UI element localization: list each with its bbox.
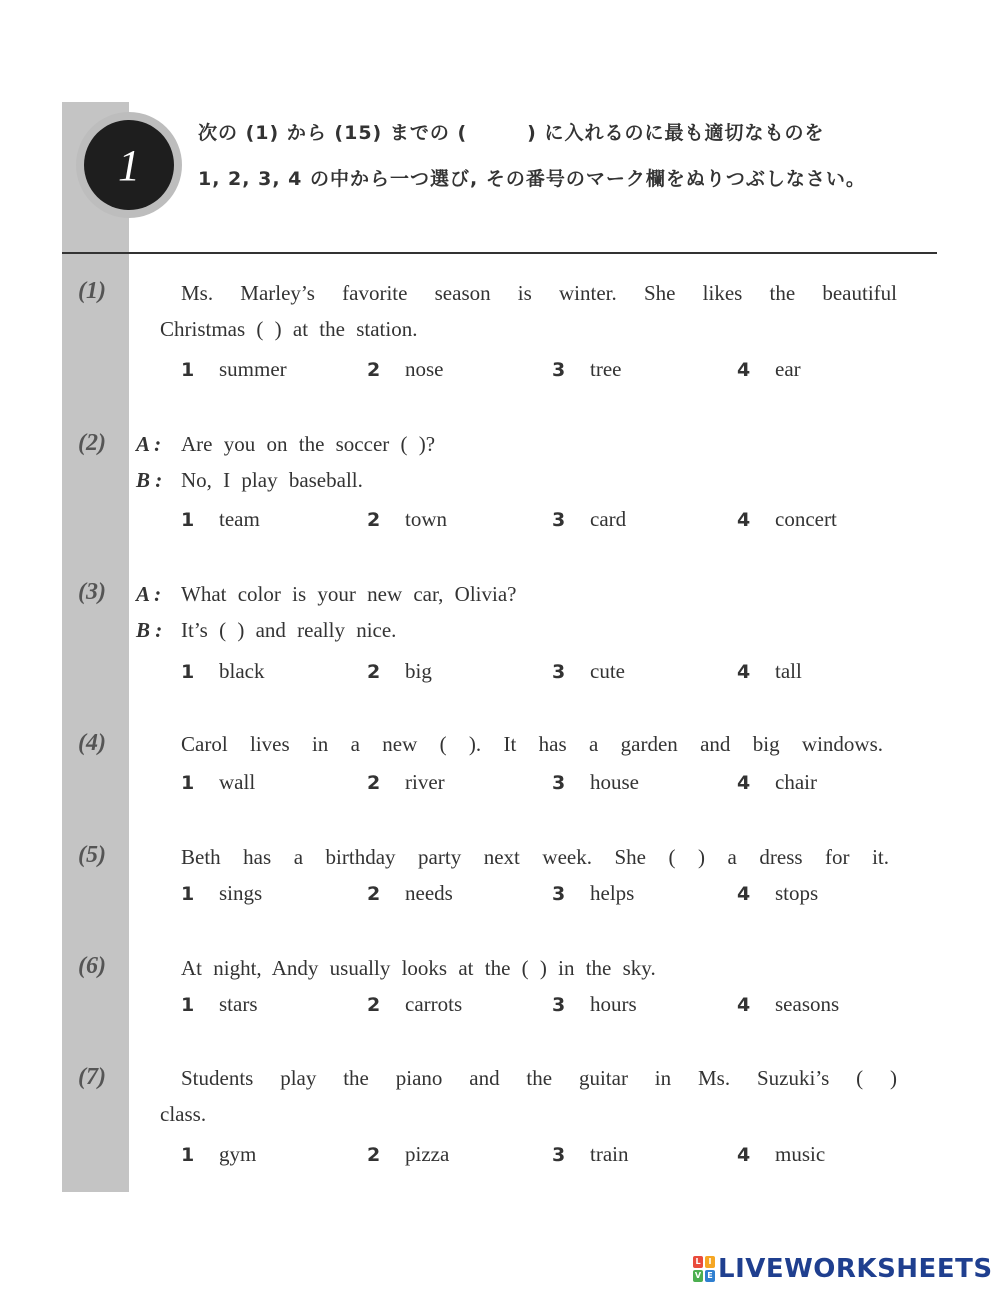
- option-label: concert: [775, 507, 837, 531]
- option-number: 1: [181, 994, 195, 1016]
- question-number: (4): [78, 730, 106, 756]
- option-label: needs: [405, 881, 453, 905]
- option-label: stops: [775, 881, 819, 905]
- left-sidebar-bar: [62, 102, 129, 1192]
- speaker-label: B :: [136, 618, 163, 642]
- option-label: card: [590, 507, 627, 531]
- answer-option-1[interactable]: [181, 770, 255, 795]
- question-text-line: Beth has a birthday party next week. She ( ) a dress for it.: [181, 845, 889, 869]
- answer-option-2[interactable]: [367, 1142, 449, 1167]
- answer-option-4[interactable]: [737, 507, 837, 532]
- option-label: nose: [405, 357, 444, 381]
- option-number: 4: [737, 359, 751, 381]
- answer-option-1[interactable]: [181, 507, 260, 532]
- option-number: 2: [367, 661, 381, 683]
- option-number: 3: [552, 883, 566, 905]
- option-number: 2: [367, 509, 381, 531]
- liveworksheets-logo[interactable]: [693, 1254, 993, 1284]
- option-number: 1: [181, 772, 195, 794]
- answer-option-4[interactable]: [737, 357, 801, 382]
- option-label: seasons: [775, 992, 840, 1016]
- logo-mark-letter: I: [705, 1256, 715, 1268]
- option-number: 4: [737, 994, 751, 1016]
- answer-option-3[interactable]: [552, 770, 639, 795]
- answer-option-2[interactable]: [367, 992, 462, 1017]
- logo-mark-letter: V: [694, 1271, 702, 1280]
- question-text-line: Are you on the soccer ( )?: [181, 432, 436, 456]
- answer-option-4[interactable]: [737, 992, 839, 1017]
- option-label: house: [590, 770, 639, 794]
- option-label: pizza: [405, 1142, 450, 1166]
- answer-option-2[interactable]: [367, 507, 447, 532]
- answer-option-3[interactable]: [552, 507, 626, 532]
- answer-option-1[interactable]: [181, 992, 258, 1017]
- logo-mark-icon: [693, 1256, 715, 1282]
- option-label: tall: [775, 659, 802, 683]
- section-number-badge: 1: [84, 120, 174, 210]
- option-number: 4: [737, 883, 751, 905]
- question-number: (2): [78, 430, 106, 456]
- answer-option-4[interactable]: [737, 881, 818, 906]
- option-number: 4: [737, 661, 751, 683]
- option-number: 1: [181, 359, 195, 381]
- answer-option-1[interactable]: [181, 881, 262, 906]
- answer-option-1[interactable]: [181, 357, 287, 382]
- option-number: 3: [552, 772, 566, 794]
- option-label: hours: [590, 992, 637, 1016]
- question-text-line: Students play the piano and the guitar in Ms. Suzuki’s ( ): [181, 1066, 897, 1090]
- option-number: 1: [181, 883, 195, 905]
- question-text-line: At night, Andy usually looks at the ( ) in the sky.: [181, 956, 656, 980]
- option-number: 1: [181, 661, 195, 683]
- speaker-label: B :: [136, 468, 163, 492]
- option-number: 2: [367, 772, 381, 794]
- answer-option-2[interactable]: [367, 357, 444, 382]
- answer-option-2[interactable]: [367, 770, 445, 795]
- logo-mark-letter: L: [693, 1256, 703, 1268]
- option-number: 3: [552, 1144, 566, 1166]
- option-label: helps: [590, 881, 635, 905]
- option-label: summer: [219, 357, 287, 381]
- option-label: sings: [219, 881, 263, 905]
- question-text-line: Christmas ( ) at the station.: [160, 317, 418, 341]
- option-number: 2: [367, 994, 381, 1016]
- question-number: (5): [78, 842, 106, 868]
- question-text-line: No, I play baseball.: [181, 468, 363, 492]
- speaker-label: A :: [136, 432, 162, 456]
- option-label: chair: [775, 770, 817, 794]
- option-label: tree: [590, 357, 622, 381]
- option-label: gym: [219, 1142, 257, 1166]
- question-text-line: It’s ( ) and really nice.: [181, 618, 397, 642]
- answer-option-4[interactable]: [737, 659, 802, 684]
- option-number: 1: [181, 1144, 195, 1166]
- option-number: 3: [552, 661, 566, 683]
- answer-option-3[interactable]: [552, 992, 637, 1017]
- option-label: river: [405, 770, 445, 794]
- question-text-line: Ms. Marley’s favorite season is winter. She likes the beautiful: [181, 281, 897, 305]
- option-label: town: [405, 507, 447, 531]
- option-number: 2: [367, 1144, 381, 1166]
- question-number: (1): [78, 278, 106, 304]
- option-number: 1: [181, 509, 195, 531]
- option-label: music: [775, 1142, 826, 1166]
- answer-option-2[interactable]: [367, 659, 432, 684]
- option-number: 4: [737, 1144, 751, 1166]
- option-number: 2: [367, 359, 381, 381]
- option-label: big: [405, 659, 432, 683]
- answer-option-1[interactable]: [181, 1142, 256, 1167]
- answer-option-2[interactable]: [367, 881, 453, 906]
- option-label: train: [590, 1142, 629, 1166]
- option-label: stars: [219, 992, 258, 1016]
- answer-option-3[interactable]: [552, 1142, 628, 1167]
- option-number: 4: [737, 509, 751, 531]
- option-number: 3: [552, 359, 566, 381]
- header-divider: [62, 252, 937, 254]
- option-label: team: [219, 507, 260, 531]
- question-text-line: Carol lives in a new ( ). It has a garden and big windows.: [181, 732, 883, 756]
- question-text-line: class.: [160, 1102, 207, 1126]
- answer-option-3[interactable]: [552, 659, 625, 684]
- answer-option-4[interactable]: [737, 1142, 825, 1167]
- option-label: wall: [219, 770, 256, 794]
- answer-option-3[interactable]: [552, 357, 621, 382]
- speaker-label: A :: [136, 582, 162, 606]
- option-number: 2: [367, 883, 381, 905]
- answer-option-4[interactable]: [737, 770, 817, 795]
- option-label: black: [219, 659, 265, 683]
- instruction-line-2: 1, 2, 3, 4 の中から一つ選び, その番号のマーク欄をぬりつぶしなさい。: [198, 168, 866, 190]
- option-number: 3: [552, 994, 566, 1016]
- question-number: (6): [78, 953, 106, 979]
- question-text-line: What color is your new car, Olivia?: [181, 582, 517, 606]
- option-number: 4: [737, 772, 751, 794]
- option-label: carrots: [405, 992, 463, 1016]
- instruction-line-1: 次の (1) から (15) までの ( ) に入れるのに最も適切なものを: [198, 122, 825, 144]
- option-number: 3: [552, 509, 566, 531]
- option-label: ear: [775, 357, 801, 381]
- logo-text: LIVEWORKSHEETS: [718, 1254, 993, 1284]
- question-number: (3): [78, 579, 106, 605]
- answer-option-1[interactable]: [181, 659, 264, 684]
- logo-mark-letter: E: [705, 1270, 715, 1282]
- question-number: (7): [78, 1064, 106, 1090]
- option-label: cute: [590, 659, 625, 683]
- answer-option-3[interactable]: [552, 881, 634, 906]
